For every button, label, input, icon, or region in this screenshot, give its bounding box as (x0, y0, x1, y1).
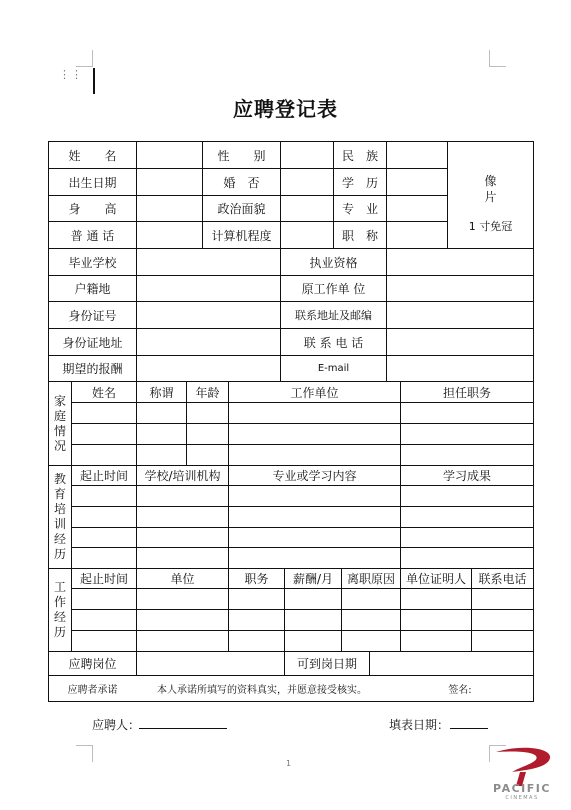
input-ethnicity[interactable] (387, 142, 447, 168)
input-email[interactable] (387, 356, 533, 381)
label-ethnicity: 民 族 (341, 148, 378, 163)
input-id-address[interactable] (137, 329, 280, 355)
label-signature: 签名: (448, 685, 472, 696)
input-expected-salary[interactable] (137, 356, 280, 381)
input-contact-address[interactable] (387, 302, 533, 328)
label-email: E-mail (317, 363, 350, 374)
logo-text: PACIFIC (493, 782, 551, 795)
label-major: 专 业 (341, 202, 378, 216)
label-education: 学 历 (341, 175, 378, 190)
input-id-number[interactable] (137, 302, 280, 328)
label-school: 毕业学校 (68, 255, 117, 270)
label-available-date: 可到岗日期 (296, 657, 357, 671)
input-education[interactable] (387, 169, 447, 195)
input-marital[interactable] (281, 169, 333, 195)
label-expected-salary: 期望的报酬 (62, 362, 123, 376)
label-height: 身 高 (68, 202, 117, 216)
work-header-contact-phone: 联系电话 (478, 572, 527, 586)
family-header-position: 担任职务 (442, 385, 491, 400)
input-birth-date[interactable] (137, 169, 202, 195)
work-header-position: 职务 (244, 572, 269, 586)
label-id-number: 身份证号 (68, 308, 117, 323)
photo-label-2: 片 (484, 190, 497, 204)
label-pledge: 应聘者承诺 (67, 685, 118, 696)
photo-note: 1 寸免冠 (468, 220, 513, 233)
label-qualification: 执业资格 (309, 255, 358, 270)
input-qualification[interactable] (387, 249, 533, 275)
input-computer[interactable] (281, 222, 333, 248)
work-header-employer: 单位 (170, 572, 195, 586)
label-marital: 婚 否 (223, 175, 260, 190)
applicant-signature-line[interactable] (139, 728, 227, 729)
input-height[interactable] (137, 196, 202, 221)
label-mandarin: 普 通 话 (70, 228, 115, 243)
input-phone[interactable] (387, 329, 533, 355)
label-applicant: 应聘人： (92, 718, 141, 732)
work-section-label: 工 作 经 历 (53, 580, 66, 639)
input-mandarin[interactable] (137, 222, 202, 248)
label-household: 户籍地 (74, 282, 111, 296)
work-header-period: 起止时间 (79, 572, 128, 586)
input-gender[interactable] (281, 142, 333, 168)
family-header-age: 年龄 (195, 385, 220, 400)
input-title-rank[interactable] (387, 222, 447, 248)
education-header-result: 学习成果 (442, 469, 491, 483)
input-school[interactable] (137, 249, 280, 275)
fill-date-line[interactable] (450, 728, 488, 729)
photo-box[interactable] (448, 142, 533, 248)
input-household[interactable] (137, 276, 280, 301)
family-header-employer: 工作单位 (290, 385, 339, 400)
pacific-cinemas-logo (482, 742, 562, 804)
table-move-handle-icon[interactable]: ⋮⋮ (59, 68, 83, 81)
label-title-rank: 职 称 (341, 228, 378, 243)
page-number: 1 (286, 759, 292, 768)
input-applied-position[interactable] (137, 652, 284, 675)
education-header-major: 专业或学习内容 (272, 469, 357, 483)
label-contact-address: 联系地址及邮编 (295, 309, 372, 322)
label-prev-employer: 原工作单 位 (301, 282, 366, 296)
work-header-leave-reason: 离职原因 (346, 572, 395, 586)
input-available-date[interactable] (370, 652, 533, 675)
education-header-period: 起止时间 (79, 469, 128, 483)
input-name[interactable] (137, 142, 202, 168)
work-header-referee: 单位证明人 (405, 572, 466, 586)
label-computer: 计算机程度 (211, 228, 272, 243)
label-gender: 性 别 (217, 148, 266, 163)
label-birth-date: 出生日期 (68, 175, 117, 190)
label-name: 姓 名 (68, 148, 117, 163)
family-header-relation: 称谓 (149, 385, 174, 400)
label-phone: 联 系 电 话 (303, 335, 364, 350)
photo-label-1: 像 (484, 174, 497, 188)
logo-swoosh-icon (482, 742, 562, 786)
label-fill-date: 填表日期： (389, 718, 450, 732)
logo-subtext: CINEMAS (505, 795, 539, 801)
input-political[interactable] (281, 196, 333, 221)
input-major[interactable] (387, 196, 447, 221)
education-section-label: 教 育 培 训 经 历 (53, 472, 66, 561)
label-applied-position: 应聘岗位 (68, 657, 117, 671)
work-header-salary: 薪酬/月 (292, 572, 334, 586)
input-prev-employer[interactable] (387, 276, 533, 301)
label-political: 政治面貌 (217, 202, 266, 216)
family-section-label: 家 庭 情 况 (53, 393, 66, 453)
page-title: 应聘登记表 (233, 97, 338, 121)
label-id-address: 身份证地址 (62, 335, 123, 350)
pledge-text: 本人承诺所填写的资料真实，并愿意接受核实。 (157, 685, 367, 696)
family-header-name: 姓名 (91, 385, 116, 400)
education-header-school: 学校/培训机构 (144, 469, 221, 483)
